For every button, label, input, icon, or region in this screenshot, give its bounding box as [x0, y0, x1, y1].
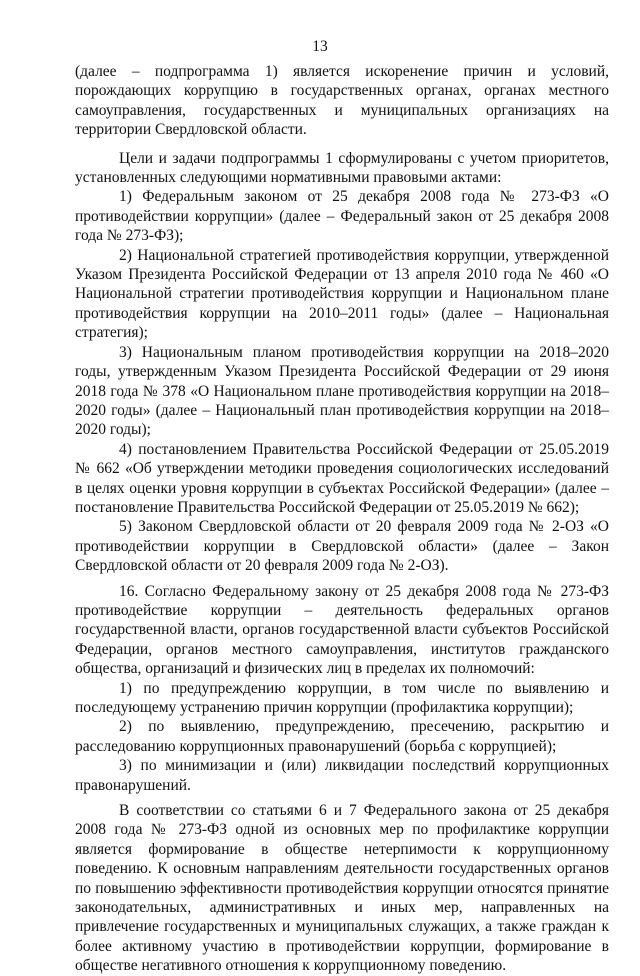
- paragraph-section-16: 16. Согласно Федеральному закону от 25 декабря 2008 года № 273-ФЗ противодействие коррупции – деятельность федеральных органов государственной власти, органов государственной власти субъектов Российской Федерации, органов местного самоуправления, институтов гражданского общества, организаций и физических лиц в пределах их полномочий:: [75, 582, 609, 678]
- page-number: 13: [312, 38, 328, 55]
- paragraph-intro: (далее – подпрограмма 1) является искоренение причин и условий, порождающих коррупцию в государственных органах, органах местного самоуправления, государственных и муниципальных организациях на территории Свердловской области.: [75, 63, 609, 139]
- list-item-national-plan: 3) Национальным планом противодействия коррупции на 2018–2020 годы, утвержденным Указом Президента Российской Федерации от 29 июня 2018 года № 378 «О Национальном плане противодействия коррупции на 2018–2020 годы» (далее – Национальный план противодействия коррупции на 2018–2020 годы);: [75, 343, 609, 439]
- list-item-prevention: 1) по предупреждению коррупции, в том числе по выявлению и последующему устранению причин коррупции (профилактика коррупции);: [75, 679, 609, 716]
- list-item-detection: 2) по выявлению, предупреждению, пресечению, раскрытию и расследованию коррупционных правонарушений (борьба с коррупцией);: [75, 718, 609, 755]
- list-item-national-strategy: 2) Национальной стратегией противодействия коррупции, утвержденной Указом Президента Российской Федерации от 13 апреля 2010 года № 460 «О Национальной стратегии противодействия коррупции и Национальном плане противодействия коррупции на 2010–2011 годы» (далее – Национальная стратегия);: [75, 246, 609, 342]
- list-item-federal-law: 1) Федеральным законом от 25 декабря 2008 года № 273-ФЗ «О противодействии коррупции» (далее – Федеральный закон от 25 декабря 2008 года № 273-ФЗ);: [75, 188, 609, 245]
- list-item-minimization: 3) по минимизации и (или) ликвидации последствий коррупционных правонарушений.: [75, 757, 609, 794]
- list-item-regional-law: 5) Законом Свердловской области от 20 февраля 2009 года № 2-ОЗ «О противодействии коррупции в Свердловской области» (далее – Закон Свердловской области от 20 февраля 2009 года № 2-ОЗ).: [75, 518, 609, 575]
- paragraph-articles-6-7: В соответствии со статьями 6 и 7 Федерального закона от 25 декабря 2008 года № 273-ФЗ одной из основных мер по профилактике коррупции является формирование в обществе нетерпимости к коррупционному поведению. К основным направлениям деятельности государственных органов по повышению эффективности противодействия коррупции относятся принятие законодательных, административных и иных мер, направленных на привлечение государственных и муниципальных служащих, а также граждан к более активному участию в противодействии коррупции, формирование в обществе негативного отношения к коррупционному поведению.: [75, 802, 609, 975]
- list-item-government-decree: 4) постановлением Правительства Российской Федерации от 25.05.2019 № 662 «Об утверждении методики проведения социологических исследований в целях оценки уровня коррупции в субъектах Российской Федерации» (далее – постановление Правительства Российской Федерации от 25.05.2019 № 662);: [75, 440, 609, 516]
- document-body: [75, 62, 609, 976]
- paragraph-goals: Цели и задачи подпрограммы 1 сформулированы с учетом приоритетов, установленных следующими нормативными правовыми актами:: [75, 149, 609, 187]
